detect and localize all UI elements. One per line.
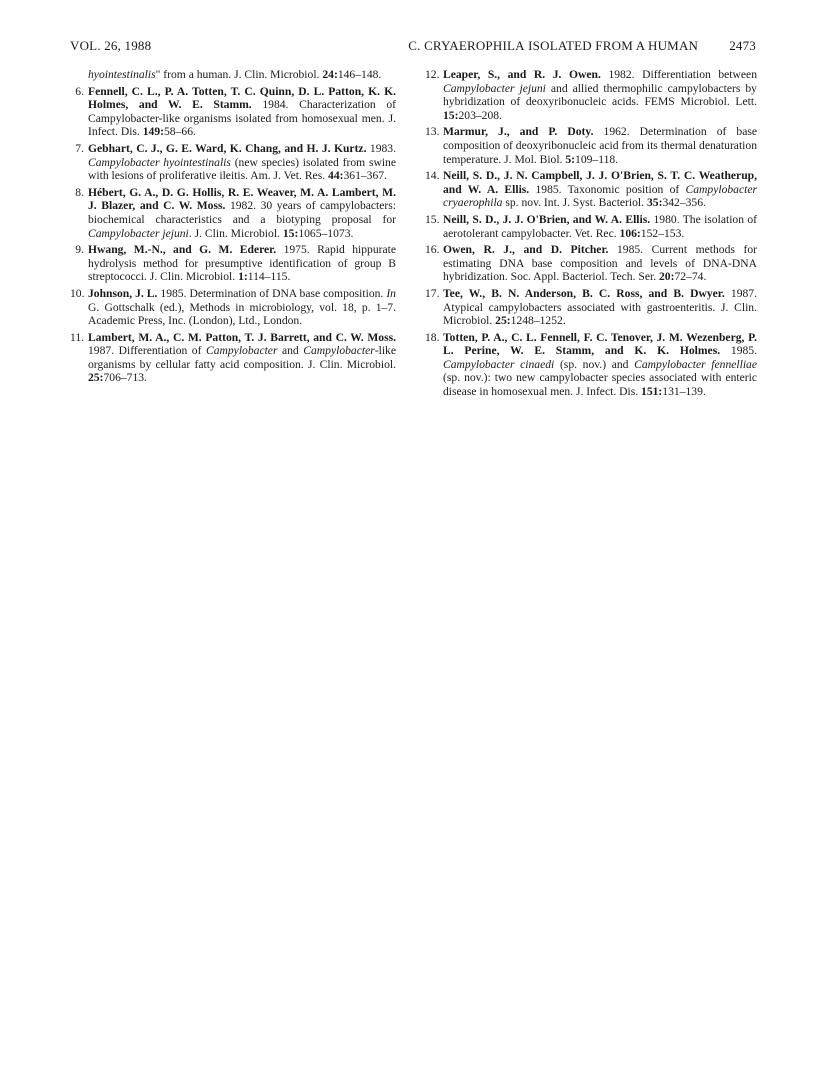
reference-entry — [70, 331, 396, 385]
reference-volume: 149: — [142, 125, 164, 139]
reference-entry — [425, 243, 757, 284]
reference-volume: 15: — [443, 108, 459, 122]
reference-authors: Neill, S. D., J. N. Campbell, J. J. O'Brien, S. T. C. Weatherup, and W. A. Ellis. — [443, 169, 757, 196]
reference-text: 1980. The isolation of aerotolerant campylobacter. Vet. Rec. — [443, 212, 757, 240]
reference-text: 1987. Atypical campylobacters associated with gastroenteritis. J. Clin. Microbiol. — [443, 286, 757, 328]
reference-entry — [425, 68, 757, 122]
reference-entry — [70, 287, 396, 328]
reference-text: and — [277, 344, 304, 358]
reference-text: 58–66. — [164, 125, 196, 139]
reference-volume: 44: — [328, 169, 344, 183]
reference-italic-text: Campylobacter jejuni — [88, 226, 189, 240]
reference-entry — [70, 186, 396, 240]
reference-number: 9. — [75, 243, 84, 257]
reference-text: 342–356. — [662, 196, 706, 210]
reference-number: 8. — [75, 185, 84, 199]
reference-text: 1985. Current methods for estimating DNA base composition and levels of DNA-DNA hybridization. Soc. Appl. Bacteriol. Tech. Ser. — [443, 243, 757, 284]
reference-text: 1984. Characterization of Campylobacter-like organisms isolated from homosexual men. J. Infect. Dis. — [88, 98, 396, 139]
running-title-suffix: ISOLATED FROM A HUMAN — [524, 38, 699, 53]
reference-text: 131–139. — [662, 385, 706, 399]
reference-authors: Hébert, G. A., D. G. Hollis, R. E. Weaver, M. A. Lambert, M. J. Blazer, and C. W. Moss. — [88, 185, 396, 213]
reference-entry — [70, 85, 396, 139]
reference-text: 1962. Determination of base composition of deoxyribonucleic acid from its thermal denaturation temperature. J. Mol. Biol. — [443, 125, 758, 166]
reference-text: 1985. Taxonomic position of — [529, 182, 686, 196]
reference-text: 1982. 30 years of campylobacters: biochemical characteristics and a biotyping proposal for — [88, 199, 396, 226]
reference-authors: Owen, R. J., and D. Pitcher. — [443, 243, 609, 257]
reference-authors: Totten, P. A., C. L. Fennell, F. C. Tenover, J. M. Wezenberg, P. L. Perine, W. E. Stamm, and K. K. Holmes. — [443, 330, 757, 358]
reference-text: 706–713. — [103, 371, 147, 385]
reference-entry — [425, 125, 757, 166]
reference-text: 1982. Differentiation between — [600, 68, 757, 81]
reference-text: 1065–1073. — [298, 226, 354, 240]
journal-volume: VOL. 26, 1988 — [70, 38, 152, 53]
running-title-prefix: C. — [408, 38, 425, 53]
reference-volume: 1: — [238, 270, 248, 284]
page-number: 2473 — [729, 38, 756, 53]
reference-volume: 15: — [282, 226, 299, 240]
reference-entry — [70, 68, 396, 82]
running-header — [70, 38, 756, 56]
reference-number: 15. — [425, 212, 440, 226]
reference-text: 146–148. — [337, 68, 382, 81]
reference-authors: Johnson, J. L. — [88, 286, 158, 300]
reference-entry — [70, 243, 396, 284]
reference-volume: 25: — [495, 314, 511, 328]
reference-authors: Tee, W., B. N. Anderson, B. C. Ross, and B. Dwyer. — [443, 286, 725, 300]
reference-text: 72–74. — [674, 270, 707, 284]
reference-volume: 24: — [322, 68, 338, 81]
reference-volume: 106: — [619, 226, 641, 240]
reference-text: 109–118. — [575, 152, 619, 166]
reference-number: 17. — [425, 286, 440, 300]
reference-text: (sp. nov.) and — [554, 357, 635, 371]
running-title-species: CRYAEROPHILA — [424, 38, 525, 53]
reference-volume: 151: — [641, 385, 663, 399]
reference-text: G. Gottschalk (ed.), Methods in microbiology, vol. 18, p. 1–7. Academic Press, Inc. (London), Ltd., London. — [88, 300, 396, 328]
reference-text: 203–208. — [458, 108, 502, 122]
reference-entry — [425, 287, 757, 328]
reference-text: and allied thermophilic campylobacters by hybridization of deoxyribonucleic acids. FEMS Microbiol. Lett. — [443, 81, 757, 109]
running-title — [408, 38, 756, 54]
reference-authors: Gebhart, C. J., G. E. Ward, K. Chang, and H. J. Kurtz. — [88, 141, 367, 155]
reference-text: 1987. Differentiation of — [88, 344, 206, 358]
reference-volume: 20: — [659, 270, 675, 284]
reference-entry — [425, 213, 757, 240]
reference-text: (new species) isolated from swine with lesions of proliferative ileitis. Am. J. Vet. Res. — [88, 155, 397, 183]
reference-authors: Lambert, M. A., C. M. Patton, T. J. Barrett, and C. W. Moss. — [88, 330, 396, 344]
reference-text: 114–115. — [247, 270, 291, 284]
reference-italic-text: hyointestinalis — [88, 68, 156, 81]
reference-text: 1983. — [366, 141, 397, 155]
reference-text: sp. nov. Int. J. Syst. Bacteriol. — [502, 196, 647, 210]
reference-authors: Fennell, C. L., P. A. Totten, T. C. Quinn, D. L. Patton, K. K. Holmes, and W. E. Stamm. — [88, 84, 396, 112]
references-right-column — [425, 68, 757, 402]
reference-text: 1985. Determination of DNA base composition. — [157, 286, 387, 300]
reference-text: -like organisms by cellular fatty acid composition. J. Clin. Microbiol. — [88, 344, 396, 371]
reference-text: (sp. nov.): two new campylobacter species associated with enteric disease in homosexual men. J. Infect. Dis. — [443, 371, 757, 399]
reference-italic-text: Campylobacter fennelliae — [634, 357, 757, 371]
reference-number: 14. — [425, 169, 440, 183]
reference-number: 18. — [425, 330, 440, 344]
reference-volume: 5: — [565, 152, 576, 166]
reference-number: 10. — [70, 286, 85, 300]
reference-text: 361–367. — [343, 169, 387, 183]
reference-authors: Marmur, J., and P. Doty. — [443, 125, 594, 139]
reference-volume: 35: — [646, 196, 663, 210]
reference-authors: Hwang, M.-N., and G. M. Ederer. — [88, 243, 277, 257]
reference-entry — [425, 169, 757, 210]
reference-number: 11. — [70, 330, 85, 344]
reference-italic-text: In — [386, 286, 396, 300]
reference-italic-text: Campylobacter jejuni — [443, 81, 546, 95]
references-left-column — [70, 68, 396, 388]
reference-italic-text: Campylobacter cinaedi — [443, 357, 555, 371]
reference-entry — [425, 331, 757, 399]
reference-entry — [70, 142, 396, 183]
reference-italic-text: Campylobacter — [303, 344, 375, 358]
reference-number: 12. — [425, 68, 440, 81]
reference-number: 6. — [75, 84, 84, 98]
reference-text: . J. Clin. Microbiol. — [188, 226, 283, 240]
reference-number: 7. — [75, 141, 84, 155]
reference-text: 1985. — [720, 344, 757, 358]
reference-text: " from a human. J. Clin. Microbiol. — [155, 68, 323, 81]
reference-text: 152–153. — [640, 226, 685, 240]
reference-italic-text: Campylobacter cryaerophila — [443, 182, 757, 210]
reference-volume: 25: — [88, 371, 104, 385]
reference-italic-text: Campylobacter — [205, 344, 278, 358]
reference-number: 16. — [425, 243, 440, 257]
reference-authors: Leaper, S., and R. J. Owen. — [443, 68, 601, 81]
reference-text: 1248–1252. — [510, 314, 566, 328]
reference-authors: Neill, S. D., J. J. O'Brien, and W. A. Ellis. — [443, 212, 651, 226]
reference-number: 13. — [425, 125, 440, 139]
reference-italic-text: Campylobacter hyointestinalis — [88, 155, 231, 169]
reference-text: 1975. Rapid hippurate hydrolysis method for presumptive identification of group B streptococci. J. Clin. Microbiol. — [88, 243, 396, 284]
